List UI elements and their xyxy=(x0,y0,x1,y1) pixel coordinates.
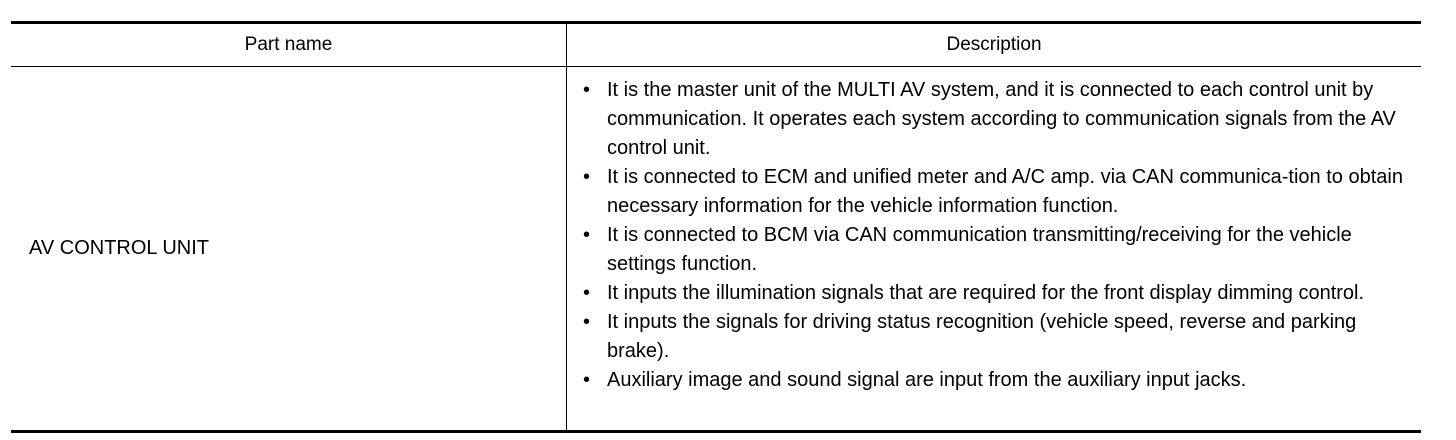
bullet-icon: • xyxy=(583,224,591,246)
description-item-text: Auxiliary image and sound signal are input from the auxiliary input jacks. xyxy=(607,369,1247,391)
table-header-row xyxy=(11,24,1421,67)
list-item xyxy=(583,76,1409,163)
description-cell xyxy=(567,67,1421,430)
list-item xyxy=(583,279,1409,308)
description-item-text: It is the master unit of the MULTI AV system, and it is connected to each control unit by communication. It operates each system according to communication signals from the AV control unit. xyxy=(607,79,1396,159)
bullet-icon: • xyxy=(583,282,591,304)
table-row xyxy=(11,67,1421,430)
description-item-text: It is connected to ECM and unified meter and A/C amp. via CAN communica-tion to obtain necessary information for the vehicle information function. xyxy=(607,166,1403,217)
description-item-text: It inputs the signals for driving status recognition (vehicle speed, reverse and parking brake). xyxy=(607,311,1357,362)
list-item xyxy=(583,308,1409,366)
part-name-cell xyxy=(11,67,567,430)
bullet-icon: • xyxy=(583,79,591,101)
description-item-text: It is connected to BCM via CAN communication transmitting/receiving for the vehicle settings function. xyxy=(607,224,1352,275)
bullet-icon: • xyxy=(583,369,591,391)
list-item xyxy=(583,366,1409,395)
header-description: Description xyxy=(946,34,1042,55)
description-list xyxy=(583,76,1409,395)
bullet-icon: • xyxy=(583,166,591,188)
part-name-text: AV CONTROL UNIT xyxy=(29,237,210,259)
description-item-text: It inputs the illumination signals that are required for the front display dimming control. xyxy=(607,282,1365,304)
list-item xyxy=(583,221,1409,279)
list-item xyxy=(583,163,1409,221)
bullet-icon: • xyxy=(583,311,591,333)
header-part-name: Part name xyxy=(11,24,567,66)
part-description-table xyxy=(11,21,1421,433)
